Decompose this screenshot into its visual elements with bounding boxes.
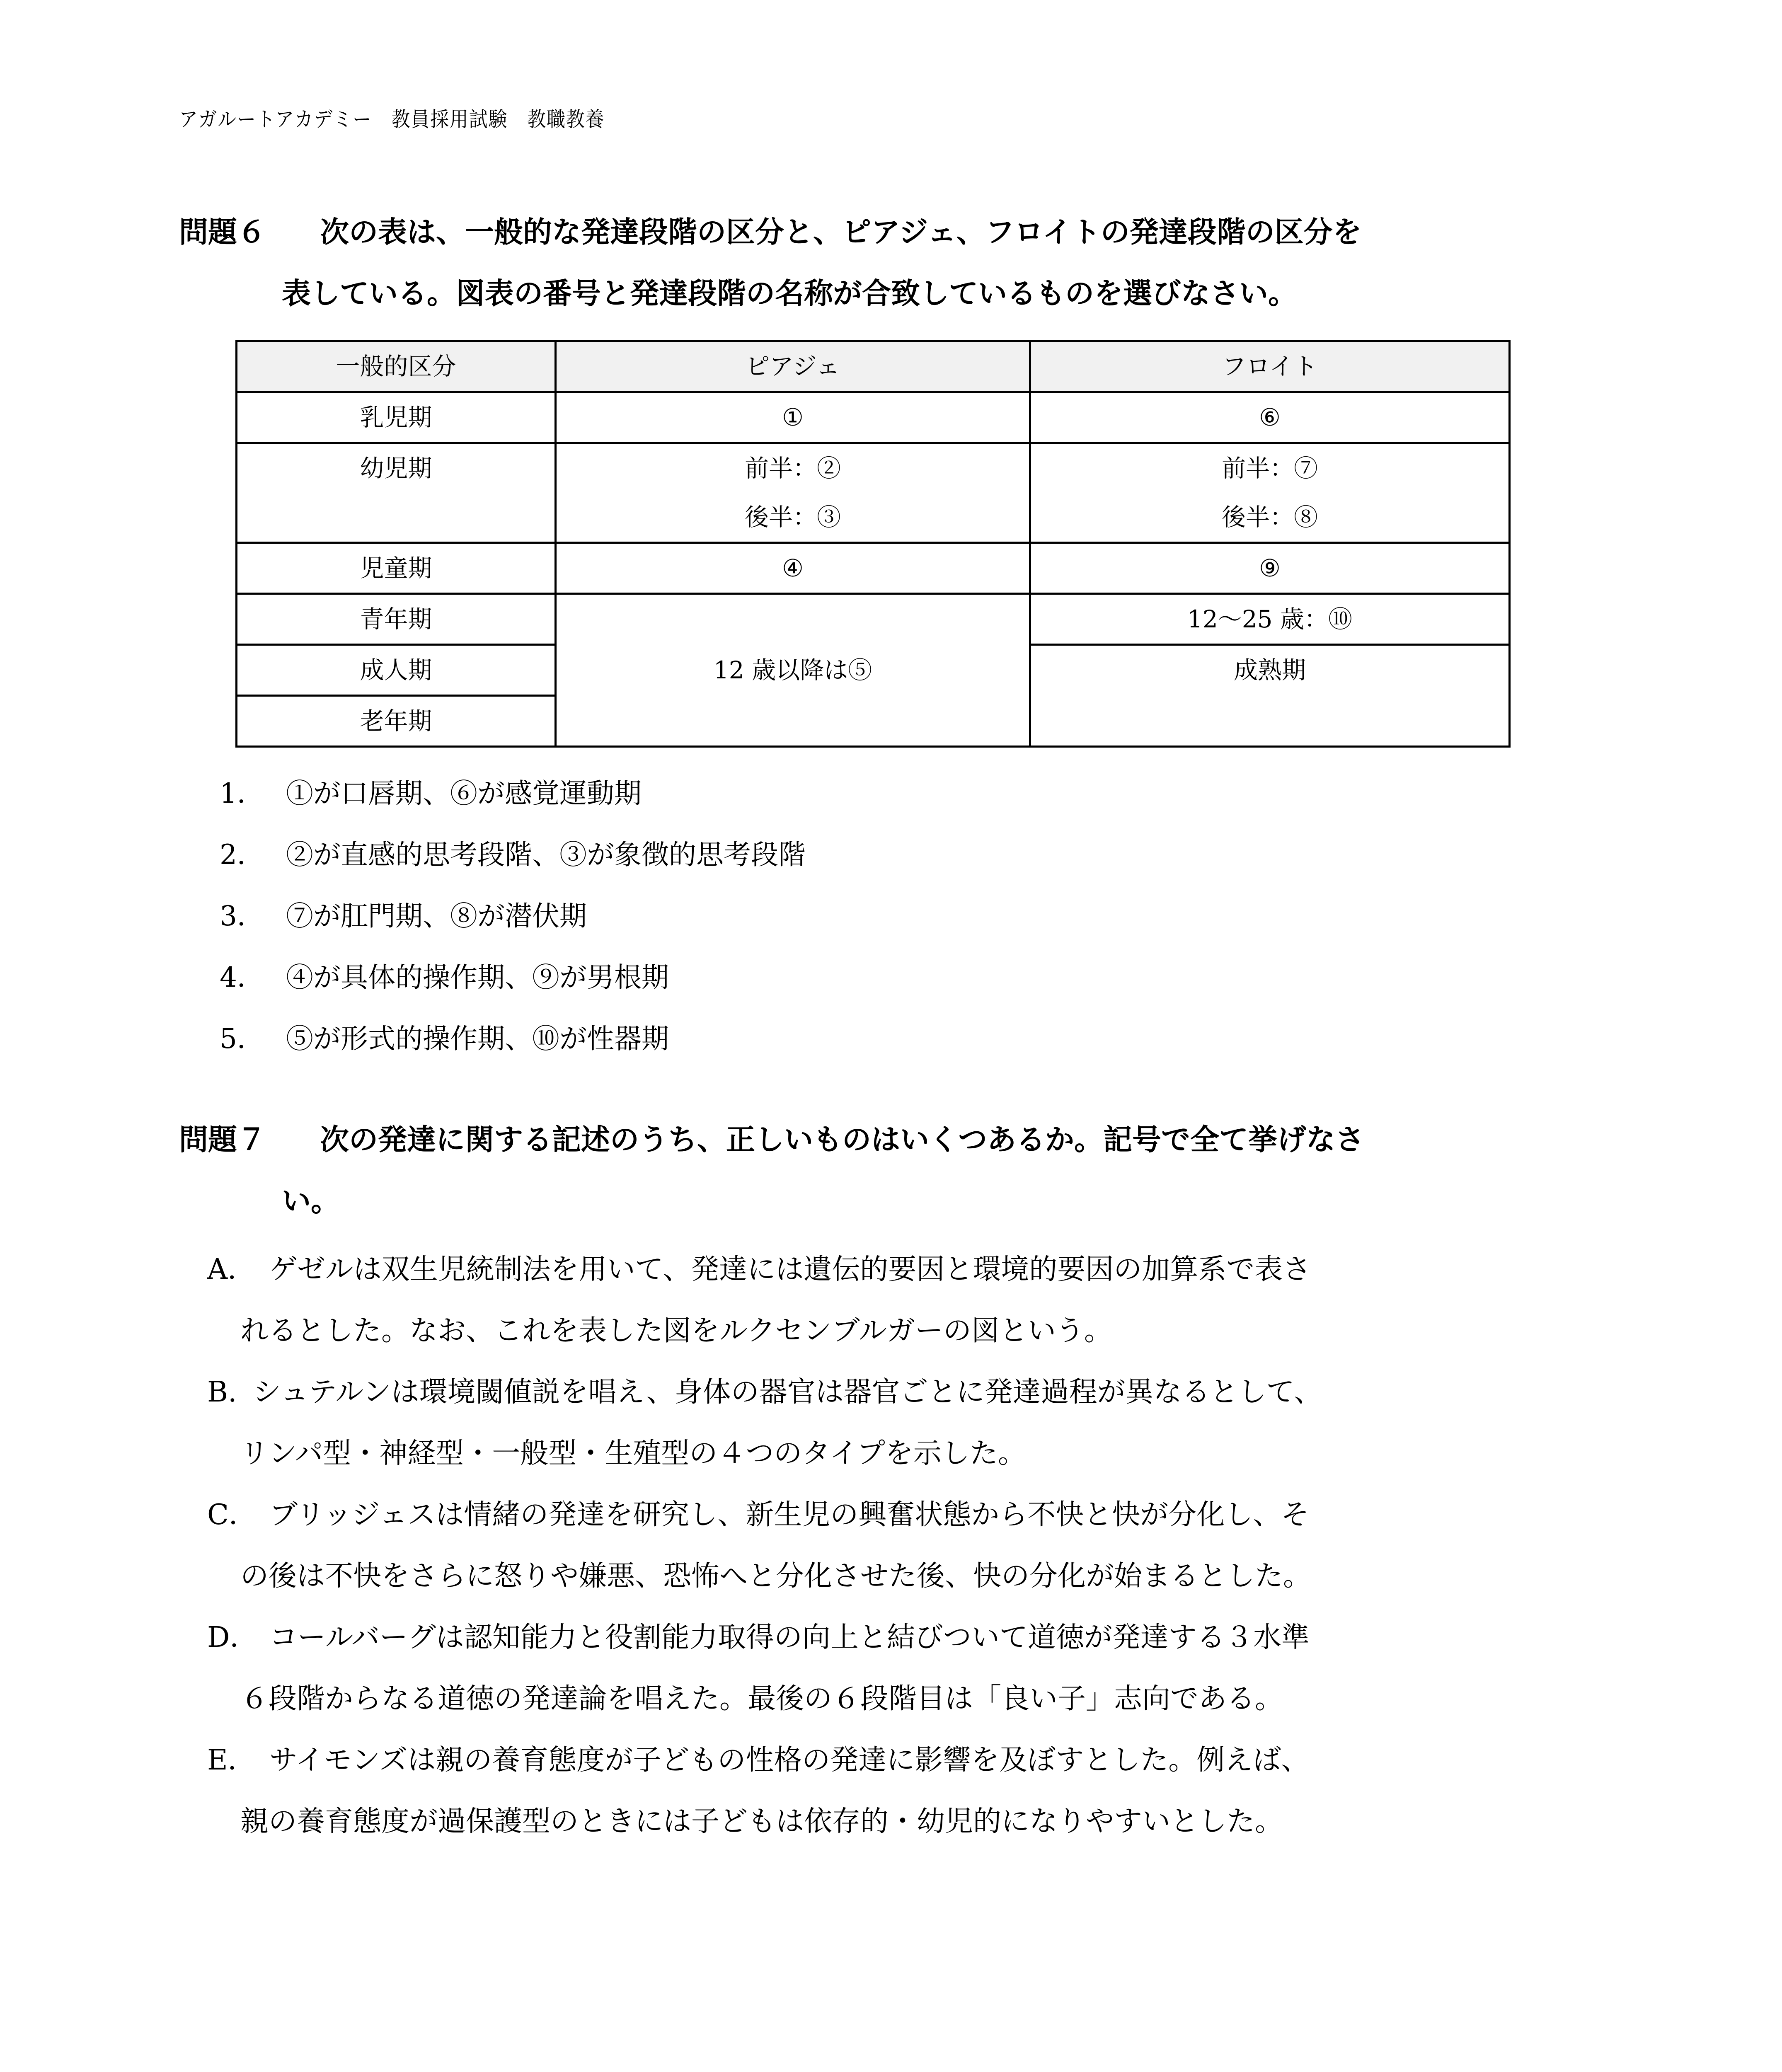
statement-label: D． bbox=[207, 1621, 258, 1654]
choice-number: 5． bbox=[220, 1023, 264, 1055]
cell-piaget-second-half: 後半：③ bbox=[744, 503, 841, 531]
statement-e bbox=[207, 1730, 1587, 1852]
question-7-text-line-1: 次の発達に関する記述のうち、正しいものはいくつあるか。記号で全て挙げなさ bbox=[320, 1123, 1364, 1157]
choice-text: ⑤が形式的操作期、⑩が性器期 bbox=[286, 1023, 669, 1055]
statement-label: A． bbox=[207, 1253, 256, 1286]
answer-choice[interactable] bbox=[215, 896, 806, 957]
cell-piaget bbox=[556, 443, 1030, 543]
statement-text-line-1: サイモンズは親の養育態度が子どもの性格の発達に影響を及ぼすとした。例えば、 bbox=[269, 1744, 1310, 1777]
cell-piaget: ① bbox=[556, 392, 1030, 443]
cell-freud-merged: 成熟期 bbox=[1030, 645, 1510, 747]
table-row bbox=[237, 443, 1510, 543]
statement-text-line-2: の後は不快をさらに怒りや嫌悪、恐怖へと分化させた後、快の分化が始まるとした。 bbox=[240, 1560, 1312, 1593]
choice-number: 1． bbox=[220, 777, 264, 809]
statement-text-line-1: シュテルンは環境閾値説を唱え、身体の器官は器官ごとに発達過程が異なるとして、 bbox=[253, 1376, 1322, 1409]
choice-text: ⑦が肛門期、⑧が潜伏期 bbox=[286, 900, 587, 932]
header-piaget: ピアジェ bbox=[556, 341, 1030, 392]
choice-number: 2． bbox=[220, 839, 264, 871]
cell-piaget: ④ bbox=[556, 543, 1030, 594]
cell-general: 老年期 bbox=[237, 696, 556, 747]
answer-choice[interactable] bbox=[215, 957, 806, 1018]
statement-label: B. bbox=[207, 1376, 237, 1409]
choice-number: 3． bbox=[220, 900, 264, 932]
choice-text: ④が具体的操作期、⑨が男根期 bbox=[286, 961, 669, 993]
question-7-number: 問題７ bbox=[179, 1123, 266, 1157]
cell-freud: ⑥ bbox=[1030, 392, 1510, 443]
cell-freud bbox=[1030, 443, 1510, 543]
running-header: アガルートアカデミー 教員採用試験 教職教養 bbox=[179, 107, 605, 131]
table-row bbox=[237, 594, 1510, 645]
table-row bbox=[237, 543, 1510, 594]
cell-general: 幼児期 bbox=[237, 443, 556, 543]
table-header-row bbox=[237, 341, 1510, 392]
choice-number: 4． bbox=[220, 961, 264, 993]
table-row bbox=[237, 392, 1510, 443]
choice-text: ②が直感的思考段階、③が象徴的思考段階 bbox=[286, 839, 806, 871]
statement-text-line-2: リンパ型・神経型・一般型・生殖型の４つのタイプを示した。 bbox=[240, 1437, 1026, 1470]
statement-a bbox=[207, 1239, 1587, 1362]
statement-label: E． bbox=[207, 1744, 256, 1777]
cell-piaget-merged: 12 歳以降は⑤ bbox=[556, 594, 1030, 747]
statement-text-line-2: ６段階からなる道徳の発達論を唱えた。最後の６段階目は「良い子」志向である。 bbox=[240, 1682, 1283, 1715]
answer-choices bbox=[215, 773, 806, 1080]
question-6-text-line-2: 表している。図表の番号と発達段階の名称が合致しているものを選びなさい。 bbox=[282, 276, 1297, 310]
answer-choice[interactable] bbox=[215, 773, 806, 834]
statement-c bbox=[207, 1484, 1587, 1607]
header-general: 一般的区分 bbox=[237, 341, 556, 392]
answer-choice[interactable] bbox=[215, 834, 806, 896]
statement-text-line-2: 親の養育態度が過保護型のときには子どもは依存的・幼児的になりやすいとした。 bbox=[240, 1805, 1283, 1838]
question-6-text-line-1: 次の表は、一般的な発達段階の区分と、ピアジェ、フロイトの発達段階の区分を bbox=[320, 215, 1362, 249]
choice-text: ①が口唇期、⑥が感覚運動期 bbox=[286, 777, 642, 809]
statement-d bbox=[207, 1607, 1587, 1730]
cell-freud-second-half: 後半：⑧ bbox=[1221, 503, 1318, 531]
question-6-title bbox=[179, 201, 1596, 324]
cell-freud-first-half: 前半：⑦ bbox=[1221, 454, 1318, 482]
cell-freud: 12～25 歳：⑩ bbox=[1030, 594, 1510, 645]
statement-text-line-1: ブリッジェスは情緒の発達を研究し、新生児の興奮状態から不快と快が分化し、そ bbox=[269, 1498, 1310, 1531]
question-7-text-line-2: い。 bbox=[282, 1184, 340, 1218]
cell-general: 児童期 bbox=[237, 543, 556, 594]
cell-piaget-first-half: 前半：② bbox=[744, 454, 841, 482]
statement-text-line-2: れるとした。なお、これを表した図をルクセンブルガーの図という。 bbox=[240, 1314, 1112, 1347]
statement-text-line-1: ゲゼルは双生児統制法を用いて、発達には遺伝的要因と環境的要因の加算系で表さ bbox=[269, 1253, 1311, 1286]
statement-list bbox=[207, 1239, 1587, 1852]
question-7-title bbox=[179, 1109, 1596, 1232]
development-stages-table bbox=[235, 340, 1511, 748]
statement-b bbox=[207, 1362, 1587, 1484]
cell-general: 乳児期 bbox=[237, 392, 556, 443]
cell-general: 成人期 bbox=[237, 645, 556, 696]
cell-general: 青年期 bbox=[237, 594, 556, 645]
statement-label: C． bbox=[207, 1498, 257, 1531]
cell-freud: ⑨ bbox=[1030, 543, 1510, 594]
answer-choice[interactable] bbox=[215, 1018, 806, 1080]
header-freud: フロイト bbox=[1030, 341, 1510, 392]
statement-text-line-1: コールバーグは認知能力と役割能力取得の向上と結びついて道徳が発達する３水準 bbox=[269, 1621, 1310, 1654]
question-6-number: 問題６ bbox=[179, 215, 266, 249]
